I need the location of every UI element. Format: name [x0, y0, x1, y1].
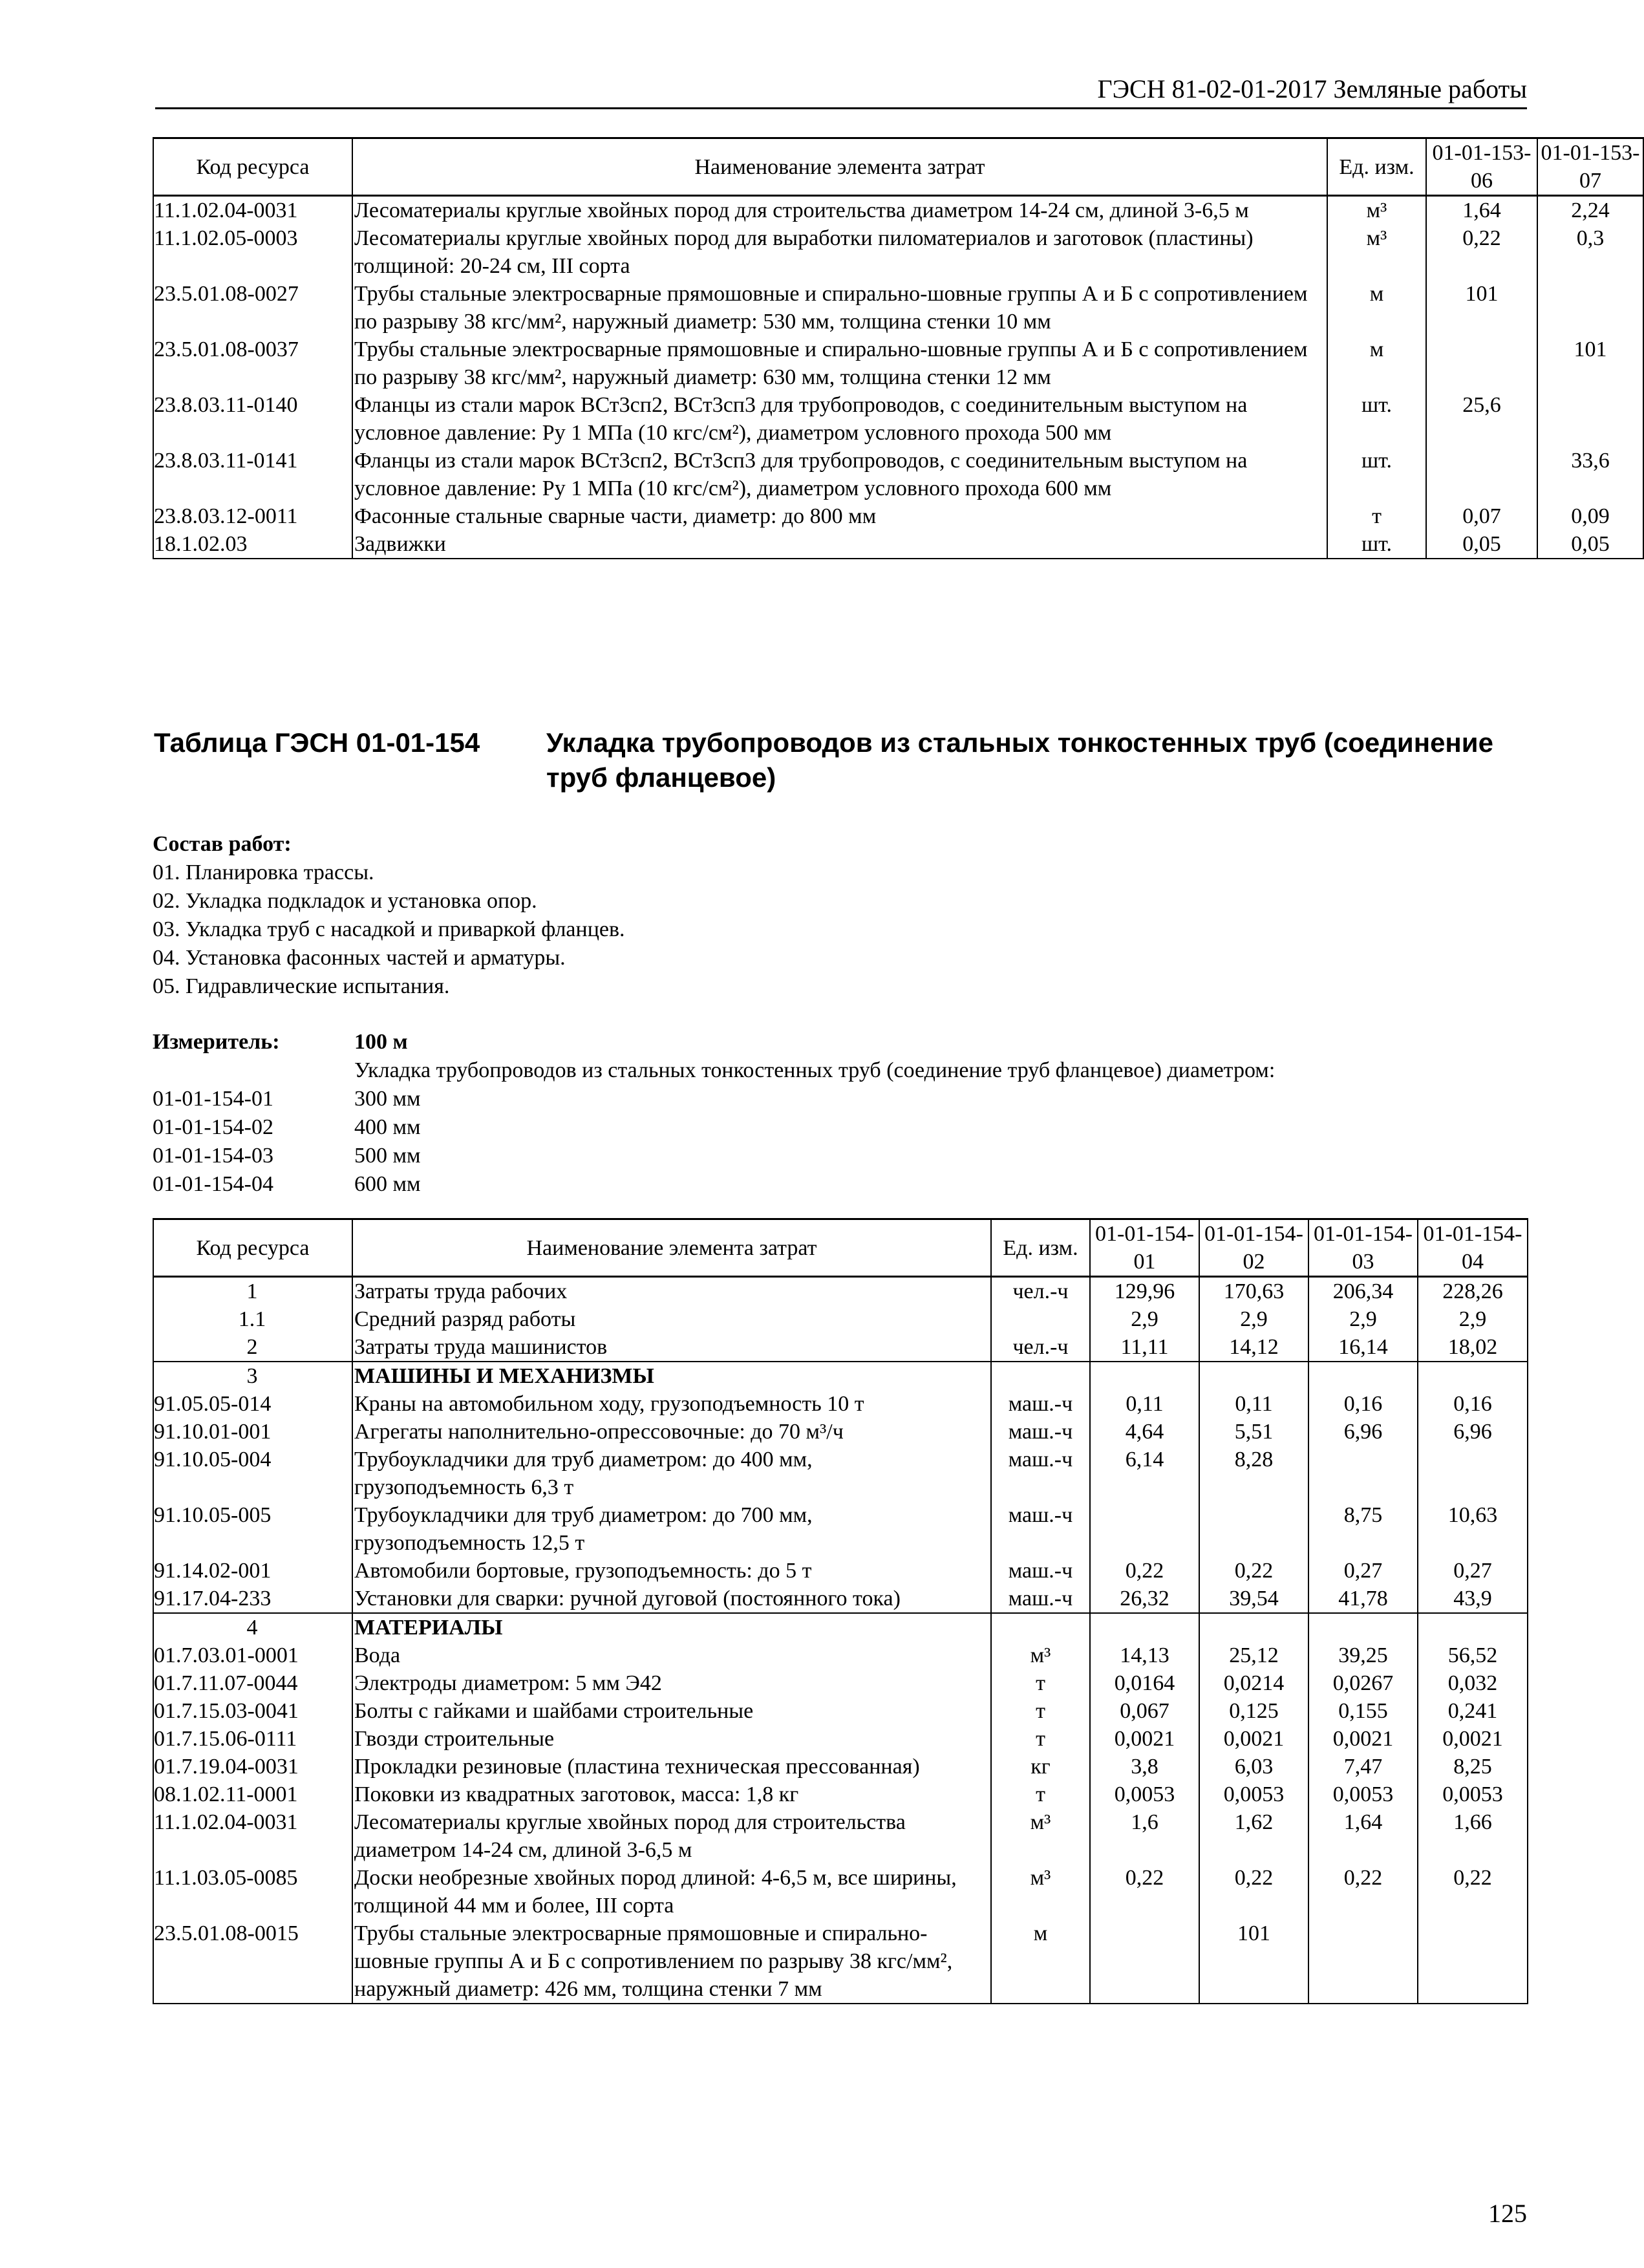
cell-code: 11.1.02.04-0031	[153, 196, 352, 225]
table-row	[153, 1920, 1528, 2004]
cell-value: 43,9	[1418, 1585, 1528, 1613]
meter-block	[153, 1028, 1530, 1199]
cell-value: 0,241	[1418, 1697, 1528, 1725]
table-row	[153, 1585, 1528, 1613]
cell-name: Краны на автомобильном ходу, грузоподъемность 10 т	[352, 1390, 991, 1418]
cell-name: МАТЕРИАЛЫ	[352, 1613, 991, 1642]
cell-value	[1308, 1920, 1418, 2004]
cell-unit	[991, 1362, 1090, 1390]
cell-value: 1,6	[1090, 1808, 1199, 1864]
cell-name: Вода	[352, 1642, 991, 1669]
meter-item-code: 01-01-154-02	[153, 1115, 273, 1139]
cell-value: 0,22	[1426, 224, 1537, 280]
table-header-row	[153, 138, 1643, 196]
cell-name: Автомобили бортовые, грузоподъемность: до 5 т	[352, 1557, 991, 1585]
cell-name: Затраты труда рабочих	[352, 1277, 991, 1306]
cell-unit: маш.-ч	[991, 1501, 1090, 1557]
cell-value: 0,125	[1199, 1697, 1308, 1725]
cell-value	[1426, 336, 1537, 391]
cell-value: 2,9	[1090, 1305, 1199, 1333]
work-item: 03. Укладка труб с насадкой и приваркой фланцев.	[153, 917, 625, 941]
cell-unit: чел.-ч	[991, 1333, 1090, 1362]
cell-name: Трубы стальные электросварные прямошовные и спирально-шовные группы А и Б с сопротивлением по разрыву 38 кгс/мм², наружный диаметр: 530 мм, толщина стенки 10 мм	[352, 280, 1327, 336]
cell-value	[1418, 1362, 1528, 1390]
cell-value: 0,0021	[1090, 1725, 1199, 1753]
cell-value: 6,96	[1418, 1418, 1528, 1446]
cell-value: 2,9	[1418, 1305, 1528, 1333]
table-row	[153, 1864, 1528, 1920]
cell-value: 1,64	[1426, 196, 1537, 225]
cell-value: 228,26	[1418, 1277, 1528, 1306]
cell-name: Трубоукладчики для труб диаметром: до 400 мм, грузоподъемность 6,3 т	[352, 1446, 991, 1501]
cell-code: 23.8.03.11-0141	[153, 447, 352, 502]
cell-value: 0,0021	[1199, 1725, 1308, 1753]
table-row	[153, 447, 1643, 502]
cell-name: МАШИНЫ И МЕХАНИЗМЫ	[352, 1362, 991, 1390]
cell-unit: маш.-ч	[991, 1585, 1090, 1613]
cell-code: 4	[153, 1613, 352, 1642]
cell-value: 10,63	[1418, 1501, 1528, 1557]
cell-value: 0,11	[1199, 1390, 1308, 1418]
cell-code: 23.8.03.11-0140	[153, 391, 352, 447]
cell-value: 0,27	[1308, 1557, 1418, 1585]
column-header-code: Код ресурса	[153, 1219, 352, 1277]
cell-value	[1537, 391, 1643, 447]
cell-value: 8,28	[1199, 1446, 1308, 1501]
cell-value: 0,0021	[1308, 1725, 1418, 1753]
cell-unit: т	[991, 1697, 1090, 1725]
cell-value	[1418, 1613, 1528, 1642]
cell-value: 2,9	[1308, 1305, 1418, 1333]
cell-value: 3,8	[1090, 1753, 1199, 1781]
cell-value: 206,34	[1308, 1277, 1418, 1306]
work-item: 01. Планировка трассы.	[153, 861, 374, 884]
cell-value: 170,63	[1199, 1277, 1308, 1306]
cell-name: Прокладки резиновые (пластина техническая прессованная)	[352, 1753, 991, 1781]
cell-value: 8,75	[1308, 1501, 1418, 1557]
cell-value: 0,22	[1199, 1557, 1308, 1585]
cell-code: 91.14.02-001	[153, 1557, 352, 1585]
cell-value: 1,62	[1199, 1808, 1308, 1864]
cell-code: 18.1.02.03	[153, 530, 352, 559]
running-header: ГЭСН 81-02-01-2017 Земляные работы	[1097, 74, 1527, 103]
page-number: 125	[1488, 2199, 1527, 2228]
column-header-name: Наименование элемента затрат	[352, 1219, 991, 1277]
cell-value: 0,22	[1090, 1557, 1199, 1585]
cell-value	[1426, 447, 1537, 502]
cell-value: 1,64	[1308, 1808, 1418, 1864]
meter-item-value: 300 мм	[354, 1087, 421, 1111]
cell-name: Агрегаты наполнительно-опрессовочные: до 70 м³/ч	[352, 1418, 991, 1446]
cell-value: 0,27	[1418, 1557, 1528, 1585]
cell-code: 01.7.19.04-0031	[153, 1753, 352, 1781]
cell-value: 2,9	[1199, 1305, 1308, 1333]
cell-code: 91.10.01-001	[153, 1418, 352, 1446]
cell-unit: маш.-ч	[991, 1557, 1090, 1585]
cell-unit: м³	[991, 1808, 1090, 1864]
cell-value	[1199, 1613, 1308, 1642]
cell-value: 8,25	[1418, 1753, 1528, 1781]
cell-name: Гвозди строительные	[352, 1725, 991, 1753]
cell-name: Средний разряд работы	[352, 1305, 991, 1333]
table-row	[153, 1277, 1528, 1306]
cell-unit: т	[991, 1781, 1090, 1808]
cell-value: 25,6	[1426, 391, 1537, 447]
cell-value: 0,22	[1418, 1864, 1528, 1920]
cell-value: 41,78	[1308, 1585, 1418, 1613]
table-row	[153, 1613, 1528, 1642]
header-rule	[155, 107, 1527, 109]
cell-code: 01.7.03.01-0001	[153, 1642, 352, 1669]
cell-code: 91.10.05-004	[153, 1446, 352, 1501]
cell-value: 16,14	[1308, 1333, 1418, 1362]
table-row	[153, 1725, 1528, 1753]
cell-unit: м³	[1327, 196, 1426, 225]
cell-value: 0,05	[1426, 530, 1537, 559]
cell-name: Установки для сварки: ручной дуговой (постоянного тока)	[352, 1585, 991, 1613]
cell-unit: м³	[991, 1864, 1090, 1920]
cell-unit: м	[1327, 336, 1426, 391]
cell-name: Доски необрезные хвойных пород длиной: 4-6,5 м, все ширины, толщиной 44 мм и более, III сорта	[352, 1864, 991, 1920]
table-row	[153, 1390, 1528, 1418]
cell-unit: кг	[991, 1753, 1090, 1781]
cell-code: 1	[153, 1277, 352, 1306]
column-header-name: Наименование элемента затрат	[352, 138, 1327, 196]
cell-code: 91.10.05-005	[153, 1501, 352, 1557]
cell-value: 0,3	[1537, 224, 1643, 280]
cell-unit: шт.	[1327, 530, 1426, 559]
cell-value: 0,0164	[1090, 1669, 1199, 1697]
meter-item	[153, 1085, 1530, 1113]
column-header-norm: 01-01-153-06	[1426, 138, 1537, 196]
cell-name: Затраты труда машинистов	[352, 1333, 991, 1362]
cell-value: 0,16	[1308, 1390, 1418, 1418]
column-header-norm: 01-01-154-04	[1418, 1219, 1528, 1277]
cell-code: 01.7.15.06-0111	[153, 1725, 352, 1753]
cell-code: 08.1.02.11-0001	[153, 1781, 352, 1808]
table-body	[153, 196, 1643, 559]
table-row	[153, 502, 1643, 530]
cell-unit: м³	[1327, 224, 1426, 280]
cell-unit: м	[991, 1920, 1090, 2004]
cell-unit: м	[1327, 280, 1426, 336]
cell-name: Поковки из квадратных заготовок, масса: 1,8 кг	[352, 1781, 991, 1808]
cell-unit: т	[991, 1669, 1090, 1697]
cell-value: 25,12	[1199, 1642, 1308, 1669]
cell-value: 6,14	[1090, 1446, 1199, 1501]
cell-code: 23.5.01.08-0015	[153, 1920, 352, 2004]
cell-value: 0,155	[1308, 1697, 1418, 1725]
cell-value: 0,0053	[1090, 1781, 1199, 1808]
cell-name: Электроды диаметром: 5 мм Э42	[352, 1669, 991, 1697]
cell-value: 18,02	[1418, 1333, 1528, 1362]
cell-value: 0,0053	[1308, 1781, 1418, 1808]
work-composition	[153, 830, 625, 1001]
cell-value: 2,24	[1537, 196, 1643, 225]
cell-value	[1537, 280, 1643, 336]
cell-value	[1199, 1362, 1308, 1390]
column-header-norm: 01-01-154-01	[1090, 1219, 1199, 1277]
cell-code: 3	[153, 1362, 352, 1390]
table-row	[153, 1501, 1528, 1557]
table-row	[153, 1753, 1528, 1781]
meter-description: Укладка трубопроводов из стальных тонкостенных труб (соединение труб фланцевое) диаметром:	[354, 1058, 1276, 1082]
cell-code: 01.7.11.07-0044	[153, 1669, 352, 1697]
work-composition-title: Состав работ:	[153, 832, 292, 856]
cell-unit: маш.-ч	[991, 1418, 1090, 1446]
meter-value: 100 м	[354, 1030, 408, 1054]
cell-value	[1308, 1446, 1418, 1501]
cell-code: 91.17.04-233	[153, 1585, 352, 1613]
cell-value	[1418, 1446, 1528, 1501]
meter-item	[153, 1142, 1530, 1170]
cell-value: 11,11	[1090, 1333, 1199, 1362]
cell-value: 56,52	[1418, 1642, 1528, 1669]
cell-code: 11.1.03.05-0085	[153, 1864, 352, 1920]
column-header-code: Код ресурса	[153, 138, 352, 196]
cell-value: 0,09	[1537, 502, 1643, 530]
cell-value: 0,11	[1090, 1390, 1199, 1418]
table-row	[153, 1781, 1528, 1808]
cell-value: 1,66	[1418, 1808, 1528, 1864]
cell-unit: т	[1327, 502, 1426, 530]
cell-value: 0,22	[1308, 1864, 1418, 1920]
work-item: 02. Укладка подкладок и установка опор.	[153, 889, 537, 913]
table-row	[153, 196, 1643, 225]
cell-value: 0,22	[1199, 1864, 1308, 1920]
work-item: 04. Установка фасонных частей и арматуры.	[153, 946, 566, 970]
cell-name: Фланцы из стали марок ВСт3сп2, ВСт3сп3 для трубопроводов, с соединительным выступом на условное давление: Ру 1 МПа (10 кгс/см²), диаметром условного прохода 600 мм	[352, 447, 1327, 502]
table-row	[153, 1808, 1528, 1864]
table-row	[153, 280, 1643, 336]
cell-unit	[991, 1613, 1090, 1642]
cell-code: 23.8.03.12-0011	[153, 502, 352, 530]
cell-unit: чел.-ч	[991, 1277, 1090, 1306]
cell-value: 0,05	[1537, 530, 1643, 559]
cell-value: 0,0021	[1418, 1725, 1528, 1753]
table-row	[153, 1305, 1528, 1333]
meter-item-value: 400 мм	[354, 1115, 421, 1139]
cell-value	[1418, 1920, 1528, 2004]
meter-item-code: 01-01-154-04	[153, 1172, 273, 1196]
table-header-row	[153, 1219, 1528, 1277]
column-header-unit: Ед. изм.	[1327, 138, 1426, 196]
cell-code: 23.5.01.08-0027	[153, 280, 352, 336]
cell-value: 0,22	[1090, 1864, 1199, 1920]
cell-unit: маш.-ч	[991, 1390, 1090, 1418]
column-header-norm: 01-01-153-07	[1537, 138, 1643, 196]
cell-value: 0,0053	[1418, 1781, 1528, 1808]
cell-name: Трубы стальные электросварные прямошовные и спирально-шовные группы А и Б с сопротивлением по разрыву 38 кгс/мм², наружный диаметр: 630 мм, толщина стенки 12 мм	[352, 336, 1327, 391]
cell-value: 0,0053	[1199, 1781, 1308, 1808]
cell-value: 14,13	[1090, 1642, 1199, 1669]
cell-code: 1.1	[153, 1305, 352, 1333]
cell-value	[1090, 1501, 1199, 1557]
cell-name: Фасонные стальные сварные части, диаметр: до 800 мм	[352, 502, 1327, 530]
cell-value: 39,54	[1199, 1585, 1308, 1613]
cell-value: 7,47	[1308, 1753, 1418, 1781]
cell-name: Лесоматериалы круглые хвойных пород для строительства диаметром 14-24 см, длиной 3-6,5 м	[352, 196, 1327, 225]
table-row	[153, 1557, 1528, 1585]
column-header-norm: 01-01-154-02	[1199, 1219, 1308, 1277]
cell-name: Трубы стальные электросварные прямошовные и спирально-шовные группы А и Б с сопротивлением по разрыву 38 кгс/мм², наружный диаметр: 426 мм, толщина стенки 7 мм	[352, 1920, 991, 2004]
cell-name: Задвижки	[352, 530, 1327, 559]
cell-name: Болты с гайками и шайбами строительные	[352, 1697, 991, 1725]
cell-name: Фланцы из стали марок ВСт3сп2, ВСт3сп3 для трубопроводов, с соединительным выступом на условное давление: Ру 1 МПа (10 кгс/см²), диаметром условного прохода 500 мм	[352, 391, 1327, 447]
cell-value: 101	[1426, 280, 1537, 336]
cell-value: 6,03	[1199, 1753, 1308, 1781]
cell-value: 0,0267	[1308, 1669, 1418, 1697]
cell-value: 39,25	[1308, 1642, 1418, 1669]
cell-unit	[991, 1305, 1090, 1333]
cell-value: 6,96	[1308, 1418, 1418, 1446]
cell-code: 11.1.02.04-0031	[153, 1808, 352, 1864]
cell-value: 0,067	[1090, 1697, 1199, 1725]
cell-value	[1090, 1613, 1199, 1642]
table-row	[153, 1446, 1528, 1501]
cell-value: 129,96	[1090, 1277, 1199, 1306]
cell-value	[1090, 1362, 1199, 1390]
table-title: Укладка трубопроводов из стальных тонкостенных труб (соединение труб фланцевое)	[546, 727, 1493, 793]
resource-table-153	[153, 137, 1644, 559]
cell-value: 0,0214	[1199, 1669, 1308, 1697]
column-header-unit: Ед. изм.	[991, 1219, 1090, 1277]
meter-item-code: 01-01-154-03	[153, 1144, 273, 1168]
cell-value: 33,6	[1537, 447, 1643, 502]
cell-value	[1090, 1920, 1199, 2004]
table-row	[153, 1669, 1528, 1697]
cell-value: 0,16	[1418, 1390, 1528, 1418]
cell-value	[1199, 1501, 1308, 1557]
meter-description-row	[153, 1056, 1530, 1085]
cell-value: 5,51	[1199, 1418, 1308, 1446]
table-row	[153, 1697, 1528, 1725]
meter-item	[153, 1170, 1530, 1199]
cell-value: 26,32	[1090, 1585, 1199, 1613]
table-row	[153, 1333, 1528, 1362]
table-row	[153, 1642, 1528, 1669]
work-item: 05. Гидравлические испытания.	[153, 974, 450, 998]
cell-unit: м³	[991, 1642, 1090, 1669]
table-id: Таблица ГЭСН 01-01-154	[154, 727, 480, 758]
meter-item-code: 01-01-154-01	[153, 1087, 273, 1111]
cell-code: 91.05.05-014	[153, 1390, 352, 1418]
cell-unit: маш.-ч	[991, 1446, 1090, 1501]
meter-item-value: 600 мм	[354, 1172, 421, 1196]
table-row	[153, 1362, 1528, 1390]
cell-value: 0,032	[1418, 1669, 1528, 1697]
cell-value: 0,07	[1426, 502, 1537, 530]
meter-item-value: 500 мм	[354, 1144, 421, 1168]
table-row	[153, 336, 1643, 391]
column-header-norm: 01-01-154-03	[1308, 1219, 1418, 1277]
cell-value: 14,12	[1199, 1333, 1308, 1362]
cell-value: 101	[1537, 336, 1643, 391]
table-row	[153, 1418, 1528, 1446]
cell-value	[1308, 1362, 1418, 1390]
cell-code: 2	[153, 1333, 352, 1362]
cell-name: Трубоукладчики для труб диаметром: до 700 мм, грузоподъемность 12,5 т	[352, 1501, 991, 1557]
table-row	[153, 530, 1643, 559]
cell-code: 23.5.01.08-0037	[153, 336, 352, 391]
table-row	[153, 391, 1643, 447]
cell-code: 01.7.15.03-0041	[153, 1697, 352, 1725]
cell-value	[1308, 1613, 1418, 1642]
cell-unit: шт.	[1327, 447, 1426, 502]
meter-row	[153, 1028, 1530, 1056]
cell-name: Лесоматериалы круглые хвойных пород для выработки пиломатериалов и заготовок (пластины) толщиной: 20-24 см, III сорта	[352, 224, 1327, 280]
cell-unit: шт.	[1327, 391, 1426, 447]
meter-item	[153, 1113, 1530, 1142]
resource-table-154	[153, 1218, 1528, 2004]
cell-value: 101	[1199, 1920, 1308, 2004]
cell-code: 11.1.02.05-0003	[153, 224, 352, 280]
table-body	[153, 1277, 1528, 2004]
cell-name: Лесоматериалы круглые хвойных пород для строительства диаметром 14-24 см, длиной 3-6,5 м	[352, 1808, 991, 1864]
meter-label: Измеритель:	[153, 1030, 280, 1054]
cell-unit: т	[991, 1725, 1090, 1753]
cell-value: 4,64	[1090, 1418, 1199, 1446]
table-row	[153, 224, 1643, 280]
